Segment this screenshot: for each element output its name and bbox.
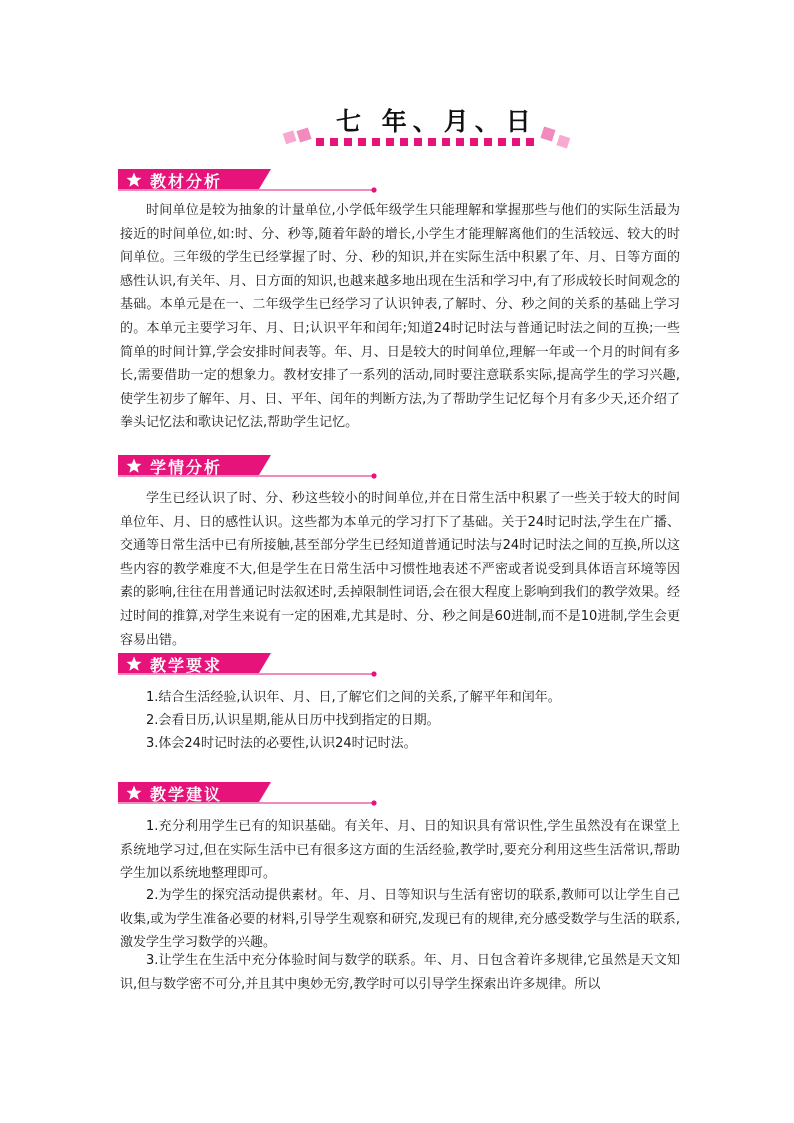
paragraph: 1.充分利用学生已有的知识基础。有关年、月、日的知识具有常识性,学生虽然没有在课堂上系统地学习过,但在实际生活中已有很多这方面的生活经验,教学时,要充分利用这些生活常识,帮助学生加以系统地整理即可。 <box>120 819 680 882</box>
paragraph: 3.让学生在生活中充分体验时间与数学的联系。年、月、日包含着许多规律,它虽然是天文知识,但与数学密不可分,并且其中奥妙无穷,教学时可以引导学生探索出许多规律。所以 <box>120 953 680 992</box>
list-item: 2.会看日历,认识星期,能从日历中找到指定的日期。 <box>146 713 440 728</box>
star-icon <box>126 172 142 188</box>
paragraph: 学生已经认识了时、分、秒这些较小的时间单位,并在日常生活中积累了一些关于较大的时间单位年、月、日的感性认识。这些都为本单元的学习打下了基础。关于24时记时法,学生在广播、交通等日常生活中已有所接触,甚至部分学生已经知道普通记时法与24时记时法之间的互换,所以这些内容的教学难度不大,但是学生在日常生活中习惯性地表述不严密或者说受到具体语言环境等因素的影响,往往在用普通记时法叙述时,丢掉限制性词语,会在很大程度上影响到我们的教学效果。经过时间的推算,对学生来说有一定的困难,尤其是时、分、秒之间是60进制,而不是10进制,学生会更容易出错。 <box>120 491 680 648</box>
section-header-teaching-requirements <box>118 651 380 677</box>
chapter-title-block <box>280 96 580 156</box>
title-decoration <box>280 126 580 152</box>
section-heading: 学情分析 <box>150 458 223 477</box>
star-icon <box>126 785 142 801</box>
section-heading: 教学要求 <box>150 656 223 675</box>
star-icon <box>126 656 142 672</box>
section-header-textbook-analysis <box>118 167 380 193</box>
section-heading: 教学建议 <box>150 785 223 804</box>
paragraph: 2.为学生的探究活动提供素材。年、月、日等知识与生活有密切的联系,教师可以让学生自己收集,或为学生准备必要的材料,引导学生观察和研究,发现已有的规律,充分感受数学与生活的联系,激发学生学习数学的兴趣。 <box>120 888 680 951</box>
chapter-title: 七 年、月、日 <box>336 107 537 136</box>
list-item: 1.结合生活经验,认识年、月、日,了解它们之间的关系,了解平年和闰年。 <box>146 690 561 705</box>
section-header-teaching-suggestions <box>118 780 380 806</box>
list-item: 3.体会24时记时法的必要性,认识24时记时法。 <box>146 736 417 751</box>
paragraph: 时间单位是较为抽象的计量单位,小学低年级学生只能理解和掌握那些与他们的实际生活最为接近的时间单位,如:时、分、秒等,随着年龄的增长,小学生才能理解离他们的生活较远、较大的时间单位。三年级的学生已经掌握了时、分、秒的知识,并在实际生活中积累了年、月、日等方面的感性认识,有关年、月、日方面的知识,也越来越多地出现在生活和学习中,有了形成较长时间观念的基础。本单元是在一、二年级学生已经学习了认识钟表,了解时、分、秒之间的关系的基础上学习的。本单元主要学习年、月、日;认识平年和闰年;知道24时记时法与普通记时法之间的互换;一些简单的时间计算,学会安排时间表等。年、月、日是较大的时间单位,理解一年或一个月的时间有多长,需要借助一定的想象力。教材安排了一系列的活动,同时要注意联系实际,提高学生的学习兴趣,使学生初步了解年、月、日、平年、闰年的判断方法,为了帮助学生记忆每个月有多少天,还介绍了拳头记忆法和歌诀记忆法,帮助学生记忆。 <box>120 203 680 431</box>
section-header-student-analysis <box>118 453 380 479</box>
star-icon <box>126 458 142 474</box>
section-heading: 教材分析 <box>150 172 223 191</box>
